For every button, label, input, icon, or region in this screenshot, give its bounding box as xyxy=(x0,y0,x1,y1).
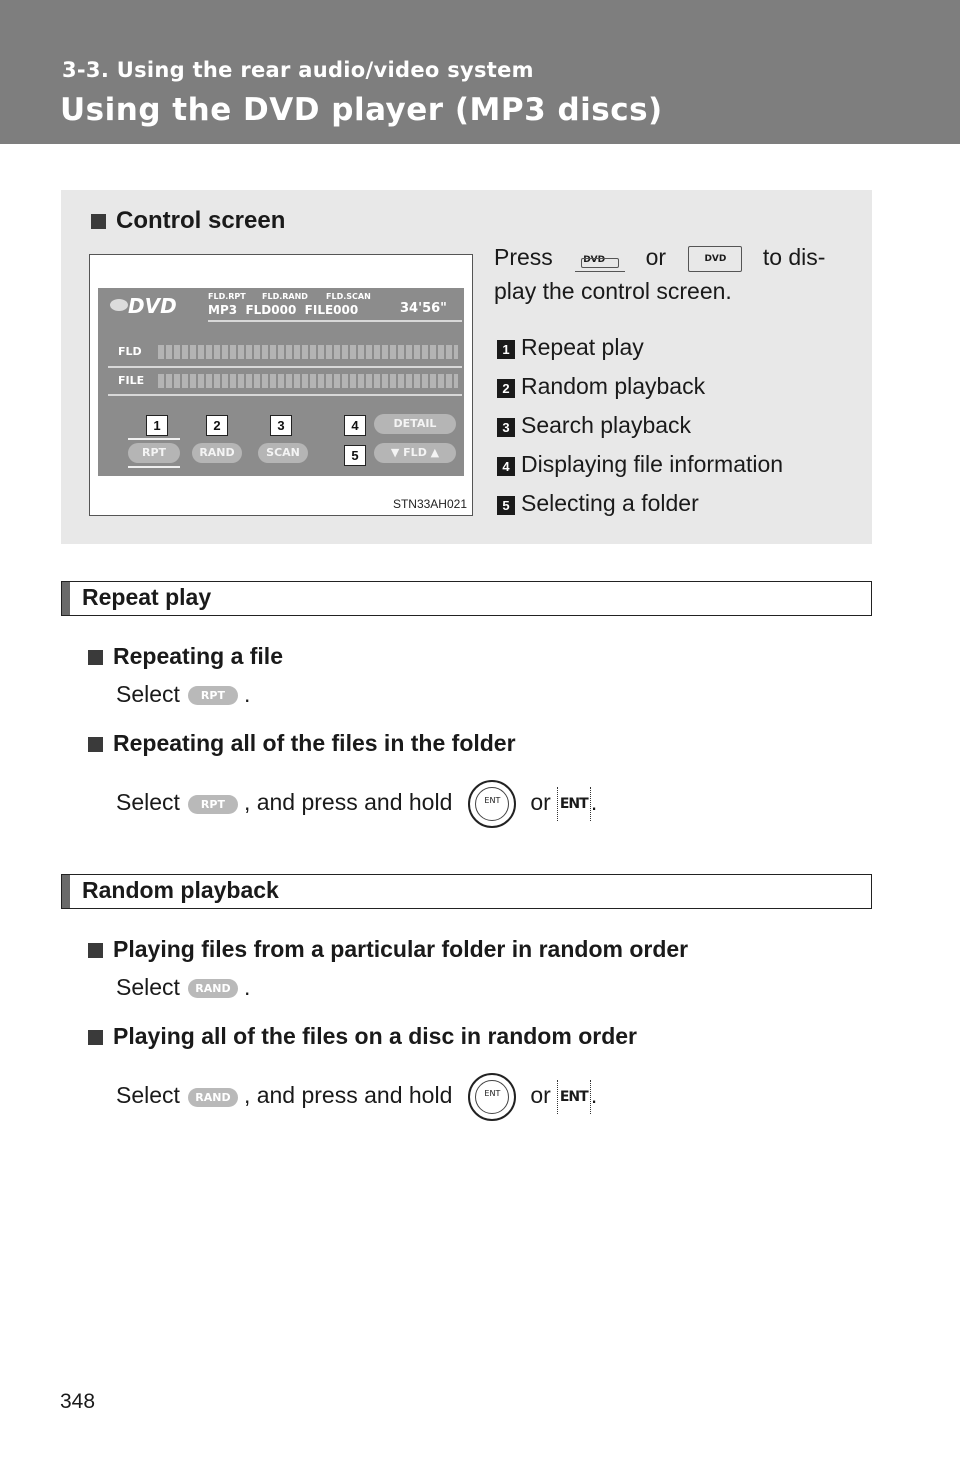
legend-item: 4 Displaying file information xyxy=(497,445,783,484)
ent-key-icon: ENT xyxy=(557,787,591,821)
control-screen-figure xyxy=(89,254,473,516)
ent-knob-icon: ENT xyxy=(468,1073,516,1121)
dvd-screen-illustration xyxy=(98,288,464,476)
disc-icon xyxy=(110,299,128,311)
control-screen-instructions: Press DVD or DVD to dis- play the control screen. xyxy=(494,244,826,304)
rpt-underline xyxy=(128,466,180,468)
random-folder-instruction: Select RAND . xyxy=(116,974,251,1000)
fld-scan-label: FLD.SCAN xyxy=(326,292,371,301)
dvd-key-icon: DVD xyxy=(688,246,742,272)
elapsed-time: 34'56" xyxy=(400,301,447,316)
figure-code: STN33AH021 xyxy=(392,497,467,511)
control-screen-panel xyxy=(61,190,872,544)
ent-key-icon: ENT xyxy=(557,1080,591,1114)
legend-item: 5 Selecting a folder xyxy=(497,484,783,523)
callout-1: 1 xyxy=(146,415,168,436)
callout-3: 3 xyxy=(270,415,292,436)
legend-item: 1 Repeat play xyxy=(497,328,783,367)
rpt-button-icon: RPT xyxy=(188,686,238,705)
callout-5: 5 xyxy=(344,445,366,466)
control-screen-heading: Control screen xyxy=(91,207,285,235)
legend-item: 2 Random playback xyxy=(497,367,783,406)
page-title: Using the DVD player (MP3 discs) xyxy=(60,92,663,128)
callout-2: 2 xyxy=(206,415,228,436)
square-bullet-icon xyxy=(88,1030,103,1045)
page-number: 348 xyxy=(60,1390,96,1413)
repeat-folder-subheading: Repeating all of the files in the folder xyxy=(88,730,516,757)
repeat-file-instruction: Select RPT . xyxy=(116,681,251,707)
repeat-play-heading: Repeat play xyxy=(61,581,872,616)
section-title: 3-3. Using the rear audio/video system xyxy=(62,58,534,82)
dvd-logo: DVD xyxy=(128,294,177,318)
square-bullet-icon xyxy=(88,737,103,752)
square-bullet-icon xyxy=(88,650,103,665)
chevron-up-icon: ▲ xyxy=(430,446,440,459)
divider-line xyxy=(108,366,462,368)
detail-button: DETAIL xyxy=(374,414,456,434)
callout-4: 4 xyxy=(344,415,366,436)
file-progress-row xyxy=(158,374,458,388)
fld-row-label: FLD xyxy=(118,345,142,358)
chevron-down-icon: ▼ xyxy=(390,446,400,459)
random-folder-subheading: Playing files from a particular folder in random order xyxy=(88,936,688,963)
callout-legend xyxy=(497,328,783,523)
repeat-folder-instruction: Select RPT , and press and hold ENT or ENT . xyxy=(116,780,597,828)
ent-knob-icon: ENT xyxy=(468,780,516,828)
page-header xyxy=(0,0,960,144)
fld-rand-label: FLD.RAND xyxy=(262,292,308,301)
square-bullet-icon xyxy=(88,943,103,958)
divider-line xyxy=(208,320,462,322)
file-row-label: FILE xyxy=(118,374,145,387)
divider-line xyxy=(108,394,462,396)
repeat-file-subheading: Repeating a file xyxy=(88,643,283,670)
fld-progress-row xyxy=(158,345,458,359)
rpt-button-icon: RPT xyxy=(188,795,238,814)
random-disc-subheading: Playing all of the files on a disc in random order xyxy=(88,1023,637,1050)
status-line: MP3 FLD000 FILE000 xyxy=(208,303,359,317)
square-bullet-icon xyxy=(91,214,106,229)
legend-item: 3 Search playback xyxy=(497,406,783,445)
rand-button: RAND xyxy=(192,443,242,463)
rpt-button: RPT xyxy=(128,443,180,463)
dvd-button-icon: DVD xyxy=(575,245,625,272)
rpt-underline xyxy=(128,438,180,440)
rand-button-icon: RAND xyxy=(188,979,238,998)
fld-rpt-label: FLD.RPT xyxy=(208,292,246,301)
scan-button: SCAN xyxy=(258,443,308,463)
random-disc-instruction: Select RAND , and press and hold ENT or ENT . xyxy=(116,1073,597,1121)
rand-button-icon: RAND xyxy=(188,1088,238,1107)
fld-select-button: ▼ FLD ▲ xyxy=(374,443,456,463)
random-playback-heading: Random playback xyxy=(61,874,872,909)
